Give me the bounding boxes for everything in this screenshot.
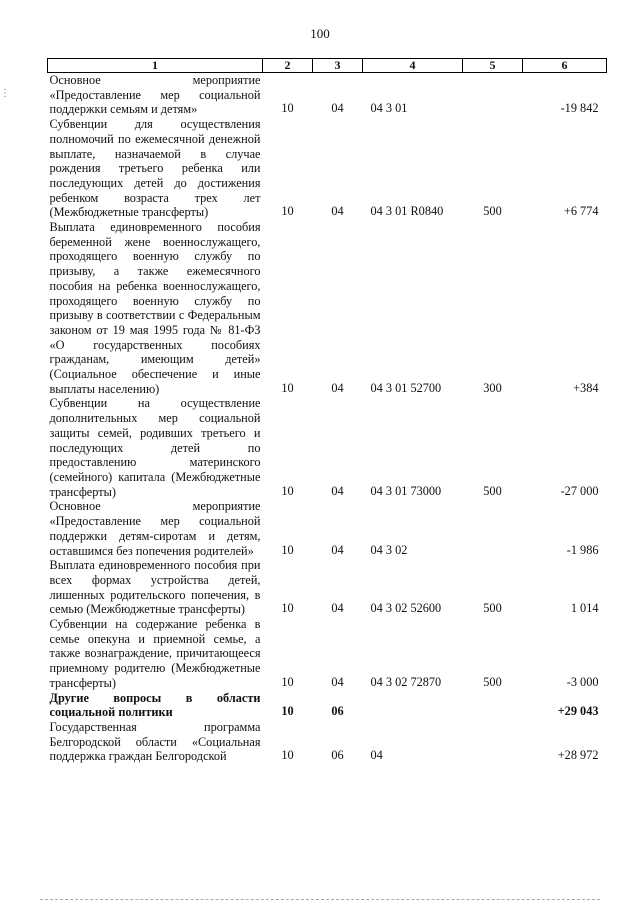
table-row — [48, 73, 607, 118]
table-row — [48, 117, 607, 220]
row-subsection-code: 04 — [331, 380, 344, 395]
row-target-article: 04 — [370, 748, 383, 763]
row-subsection-code: 04 — [331, 101, 344, 116]
table-body — [48, 73, 607, 765]
row-target-article: 04 3 01 73000 — [370, 483, 442, 498]
table-row — [48, 558, 607, 617]
row-amount: +6 774 — [563, 204, 599, 219]
row-section-code: 10 — [281, 674, 294, 689]
row-section-code: 10 — [281, 380, 294, 395]
row-expense-type: 500 — [483, 601, 502, 616]
row-expense-type — [463, 691, 523, 720]
table-row — [48, 499, 607, 558]
row-description: Основное мероприятие «Предоставление мер социальной поддержки детям-сиротам и детям, оставшимся без попечения родителей» — [49, 499, 261, 558]
row-subsection-code: 04 — [331, 483, 344, 498]
row-target-article: 04 3 01 R0840 — [370, 204, 444, 219]
row-description: Выплата единовременного пособия беременной жене военнослужащего, проходящего военную службу по призыву, а также ежемесячного пособия на ребенка военнослужащего, проходящего военную службу по призыву в соответствии с Федеральным законом от 19 мая 1995 года № 81-ФЗ «О государственных пособиях гражданам, имеющим детей» (Социальное обеспечение и иные выплаты населению) — [49, 220, 261, 396]
table-row — [48, 720, 607, 764]
row-subsection-code: 04 — [331, 204, 344, 219]
row-amount: 1 014 — [570, 601, 599, 616]
row-description: Субвенции на содержание ребенка в семье опекуна и приемной семье, а также вознаграждение, причитающееся приемному родителю (Межбюджетные трансферты) — [49, 617, 261, 690]
row-section-code: 10 — [281, 542, 294, 557]
row-expense-type — [463, 73, 523, 118]
row-expense-type: 500 — [483, 674, 502, 689]
row-subsection-code: 06 — [331, 748, 344, 763]
row-amount: -3 000 — [566, 674, 599, 689]
column-header: 6 — [523, 59, 607, 73]
row-amount: +28 972 — [557, 748, 599, 763]
row-target-article: 04 3 01 52700 — [370, 380, 442, 395]
row-subsection-code: 04 — [331, 601, 344, 616]
row-subsection-code: 06 — [331, 704, 344, 719]
row-target-article — [363, 691, 463, 720]
table-row — [48, 691, 607, 720]
row-section-code: 10 — [281, 748, 294, 763]
table-row — [48, 617, 607, 691]
column-header: 4 — [363, 59, 463, 73]
row-amount: +384 — [573, 380, 599, 395]
row-amount: +29 043 — [557, 704, 599, 719]
column-header: 3 — [313, 59, 363, 73]
row-expense-type: 300 — [483, 380, 502, 395]
page-number: 100 — [310, 26, 330, 41]
row-section-code: 10 — [281, 704, 294, 719]
row-subsection-code: 04 — [331, 674, 344, 689]
table-row — [48, 220, 607, 396]
row-description: Другие вопросы в области социальной политики — [49, 690, 261, 720]
row-section-code: 10 — [281, 101, 294, 116]
row-expense-type: 500 — [483, 204, 502, 219]
table-header — [48, 59, 607, 73]
row-section-code: 10 — [281, 483, 294, 498]
row-target-article: 04 3 02 52600 — [370, 601, 442, 616]
row-amount: -1 986 — [566, 542, 599, 557]
row-description: Выплата единовременного пособия при всех формах устройства детей, лишенных родительского попечения, в семью (Межбюджетные трансферты) — [49, 558, 261, 617]
row-subsection-code: 04 — [331, 542, 344, 557]
row-amount: -27 000 — [560, 483, 599, 498]
row-description: Субвенции для осуществления полномочий по ежемесячной денежной выплате, назначаемой в случае рождения третьего ребенка или последующих детей до достижения ребенком возраста трех лет (Межбюджетные трансферты) — [49, 117, 261, 220]
row-target-article: 04 3 02 — [370, 542, 408, 557]
column-header: 1 — [48, 59, 263, 73]
row-description: Основное мероприятие «Предоставление мер социальной поддержки семьям и детям» — [49, 73, 261, 117]
row-description: Субвенции на осуществление дополнительных мер социальной защиты семей, родивших третьего и последующих детей по предоставлению материнского (семейного) капитала (Межбюджетные трансферты) — [49, 396, 261, 499]
margin-mark: ⋮ — [0, 88, 10, 99]
row-description: Государственная программа Белгородской области «Социальная поддержка граждан Белгородской — [49, 719, 261, 764]
row-section-code: 10 — [281, 204, 294, 219]
budget-table — [47, 58, 607, 764]
row-expense-type — [463, 720, 523, 764]
column-header: 5 — [463, 59, 523, 73]
column-header: 2 — [263, 59, 313, 73]
row-target-article: 04 3 01 — [370, 101, 408, 116]
row-expense-type: 500 — [483, 483, 502, 498]
table-row — [48, 396, 607, 499]
row-target-article: 04 3 02 72870 — [370, 674, 442, 689]
row-section-code: 10 — [281, 601, 294, 616]
row-amount: -19 842 — [560, 101, 599, 116]
page-bottom-rule — [40, 899, 600, 900]
row-expense-type — [463, 499, 523, 558]
